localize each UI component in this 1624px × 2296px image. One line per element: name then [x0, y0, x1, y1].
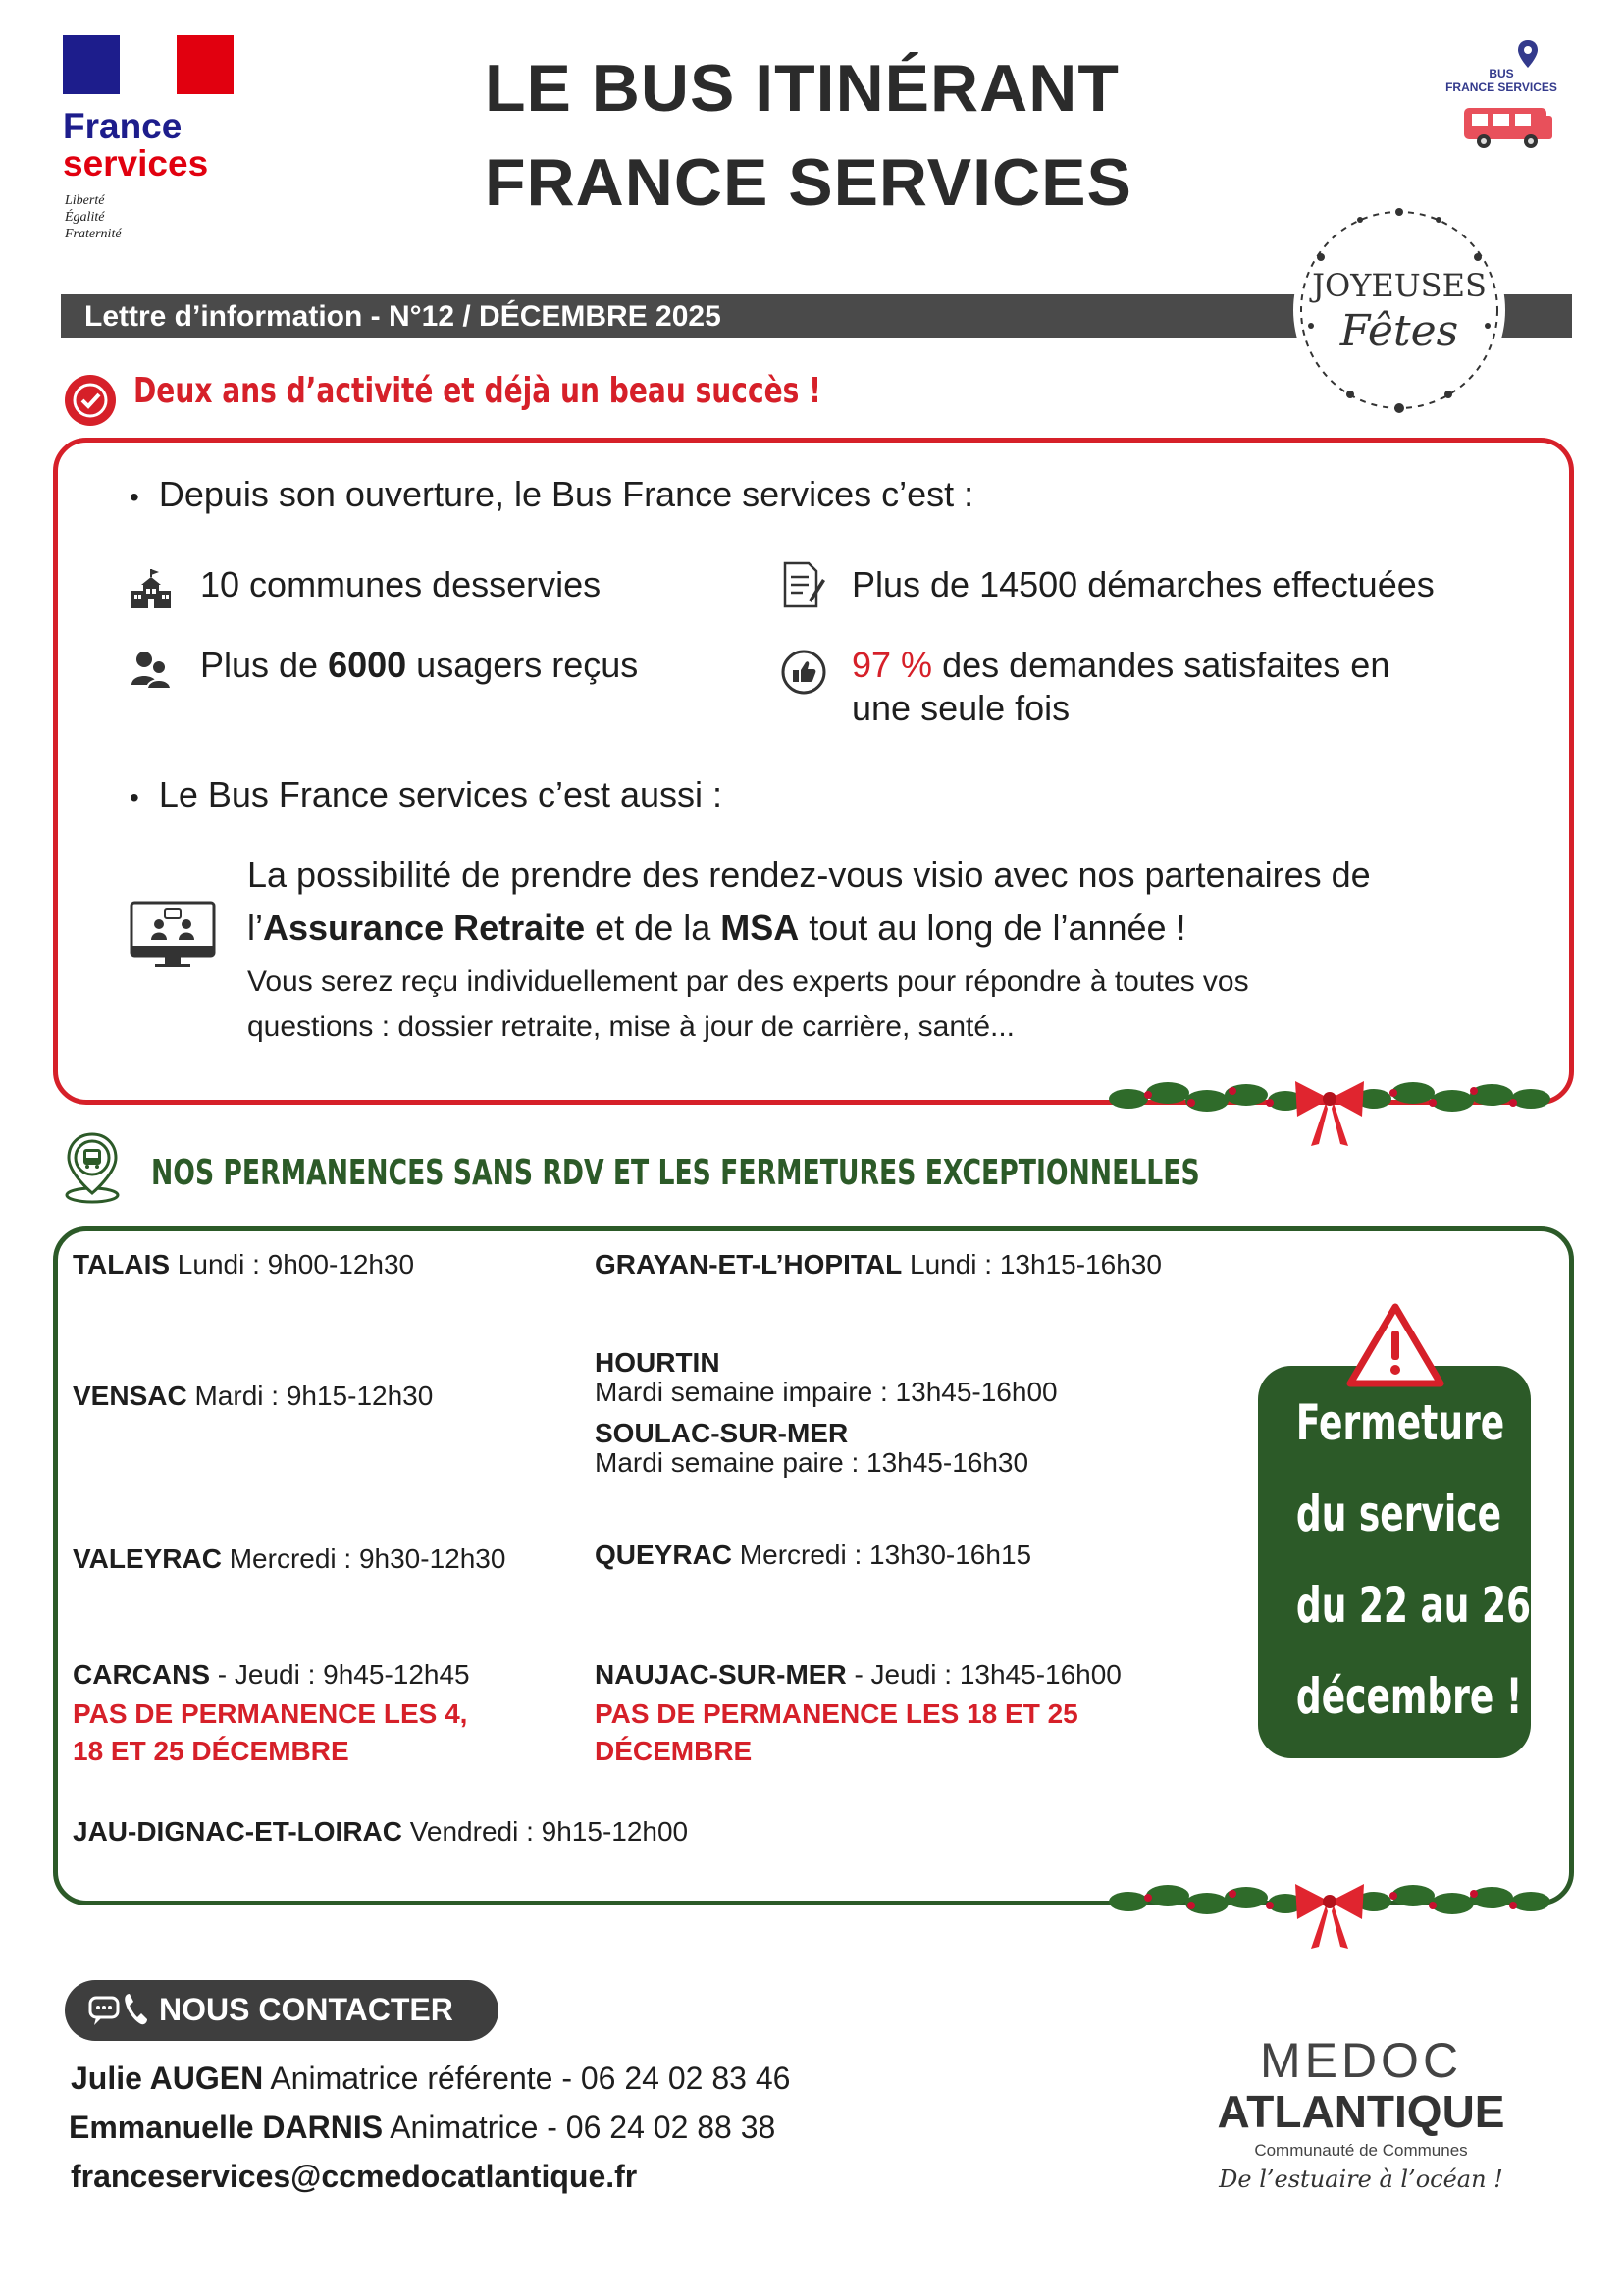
closure-announcement: Fermeture du service du 22 au 26 décembre ! — [1258, 1366, 1531, 1758]
contact-emmanuelle: Emmanuelle DARNIS Animatrice - 06 24 02 88 38 — [69, 2110, 776, 2145]
logo-motto: Liberté Égalité Fraternité — [65, 193, 122, 241]
document-pen-icon — [779, 559, 826, 610]
experts-text: Vous serez reçu individuellement par des experts pour répondre à toutes vos questions : dossier retraite, mise à jour de carrière, santé... — [247, 965, 1249, 1043]
bullet-aussi: • Le Bus France services c’est aussi : — [130, 774, 723, 814]
bullet-intro: • Depuis son ouverture, le Bus France services c’est : — [130, 474, 974, 514]
video-call-icon — [130, 901, 216, 971]
thumbs-up-icon — [781, 650, 826, 695]
contact-julie: Julie AUGEN Animatrice référente - 06 24 02 83 46 — [71, 2061, 791, 2096]
warning-icon — [1344, 1301, 1446, 1389]
schedule-vensac: VENSAC Mardi : 9h15-12h30 — [73, 1381, 434, 1411]
schedule-valeyrac: VALEYRAC Mercredi : 9h30-12h30 — [73, 1543, 506, 1574]
stat-demarches: Plus de 14500 démarches effectuées — [852, 564, 1435, 604]
logo-word-services: services — [63, 143, 209, 183]
schedule-talais: TALAIS Lundi : 9h00-12h30 — [73, 1249, 415, 1279]
schedule-grayan: GRAYAN-ET-L’HOPITAL Lundi : 13h15-16h30 — [595, 1249, 1162, 1279]
stat-satisfaction: 97 % des demandes satisfaites en une seule fois — [852, 645, 1390, 728]
stat-communes: 10 communes desservies — [200, 564, 602, 604]
schedule-jau-dignac: JAU-DIGNAC-ET-LOIRAC Vendredi : 9h15-12h00 — [73, 1816, 689, 1847]
stat-usagers: Plus de 6000 usagers reçus — [200, 645, 639, 685]
town-hall-icon — [128, 565, 175, 612]
medoc-atlantique-logo: MEDOC ATLANTIQUE Communauté de Communes De l’estuaire à l’océan ! — [1217, 2033, 1505, 2193]
schedule-naujac: NAUJAC-SUR-MER - Jeudi : 13h45-16h00 — [595, 1659, 1122, 1690]
schedule-hourtin: HOURTIN Mardi semaine impaire : 13h45-16h00 — [595, 1347, 1058, 1407]
newsletter-info-bar: Lettre d’information - N°12 / DÉCEMBRE 2025 — [61, 294, 1572, 338]
visio-text: La possibilité de prendre des rendez-vous visio avec nos partenaires de l’Assurance Retraite et de la MSA tout au long de l’année ! — [247, 855, 1371, 948]
contact-email[interactable]: franceservices@ccmedocatlantique.fr — [71, 2159, 638, 2194]
schedule-soulac: SOULAC-SUR-MER Mardi semaine paire : 13h45-16h30 — [595, 1418, 1029, 1478]
users-icon — [130, 648, 173, 691]
holly-garland-decoration — [1109, 1070, 1550, 1148]
location-pin-icon — [1517, 39, 1539, 69]
naujac-closure-note: PAS DE PERMANENCE LES 18 ET 25 DÉCEMBRE — [595, 1698, 1078, 1766]
wreath-text-fetes: Fêtes — [1339, 306, 1459, 356]
page-title: LE BUS ITINÉRANT FRANCE SERVICES — [485, 51, 1132, 220]
logo-word-france: France — [63, 106, 183, 146]
wreath-text-joyeuses: JOYEUSES — [1312, 267, 1487, 304]
bus-icon — [1462, 102, 1556, 151]
france-services-logo — [61, 29, 257, 245]
joyeuses-fetes-wreath — [1282, 198, 1517, 422]
section-heading-permanences: NOS PERMANENCES SANS RDV ET LES FERMETURES EXCEPTIONNELLES — [151, 1153, 1200, 1193]
contact-chat-phone-icon — [86, 1990, 149, 2031]
bus-france-services-logo: BUS FRANCE SERVICES — [1433, 37, 1570, 155]
schedule-queyrac: QUEYRAC Mercredi : 13h30-16h15 — [595, 1539, 1032, 1570]
schedule-carcans: CARCANS - Jeudi : 9h45-12h45 — [73, 1659, 470, 1690]
carcans-closure-note: PAS DE PERMANENCE LES 4, 18 ET 25 DÉCEMBRE — [73, 1698, 468, 1766]
section-heading-activite: Deux ans d’activité et déjà un beau succès ! — [133, 371, 821, 411]
holly-garland-decoration — [1109, 1872, 1550, 1951]
bus-stop-pin-icon — [63, 1130, 122, 1205]
check-badge-icon — [63, 373, 118, 428]
tricolor-flag-icon — [63, 35, 234, 94]
contact-heading-pill: NOUS CONTACTER — [65, 1980, 498, 2041]
